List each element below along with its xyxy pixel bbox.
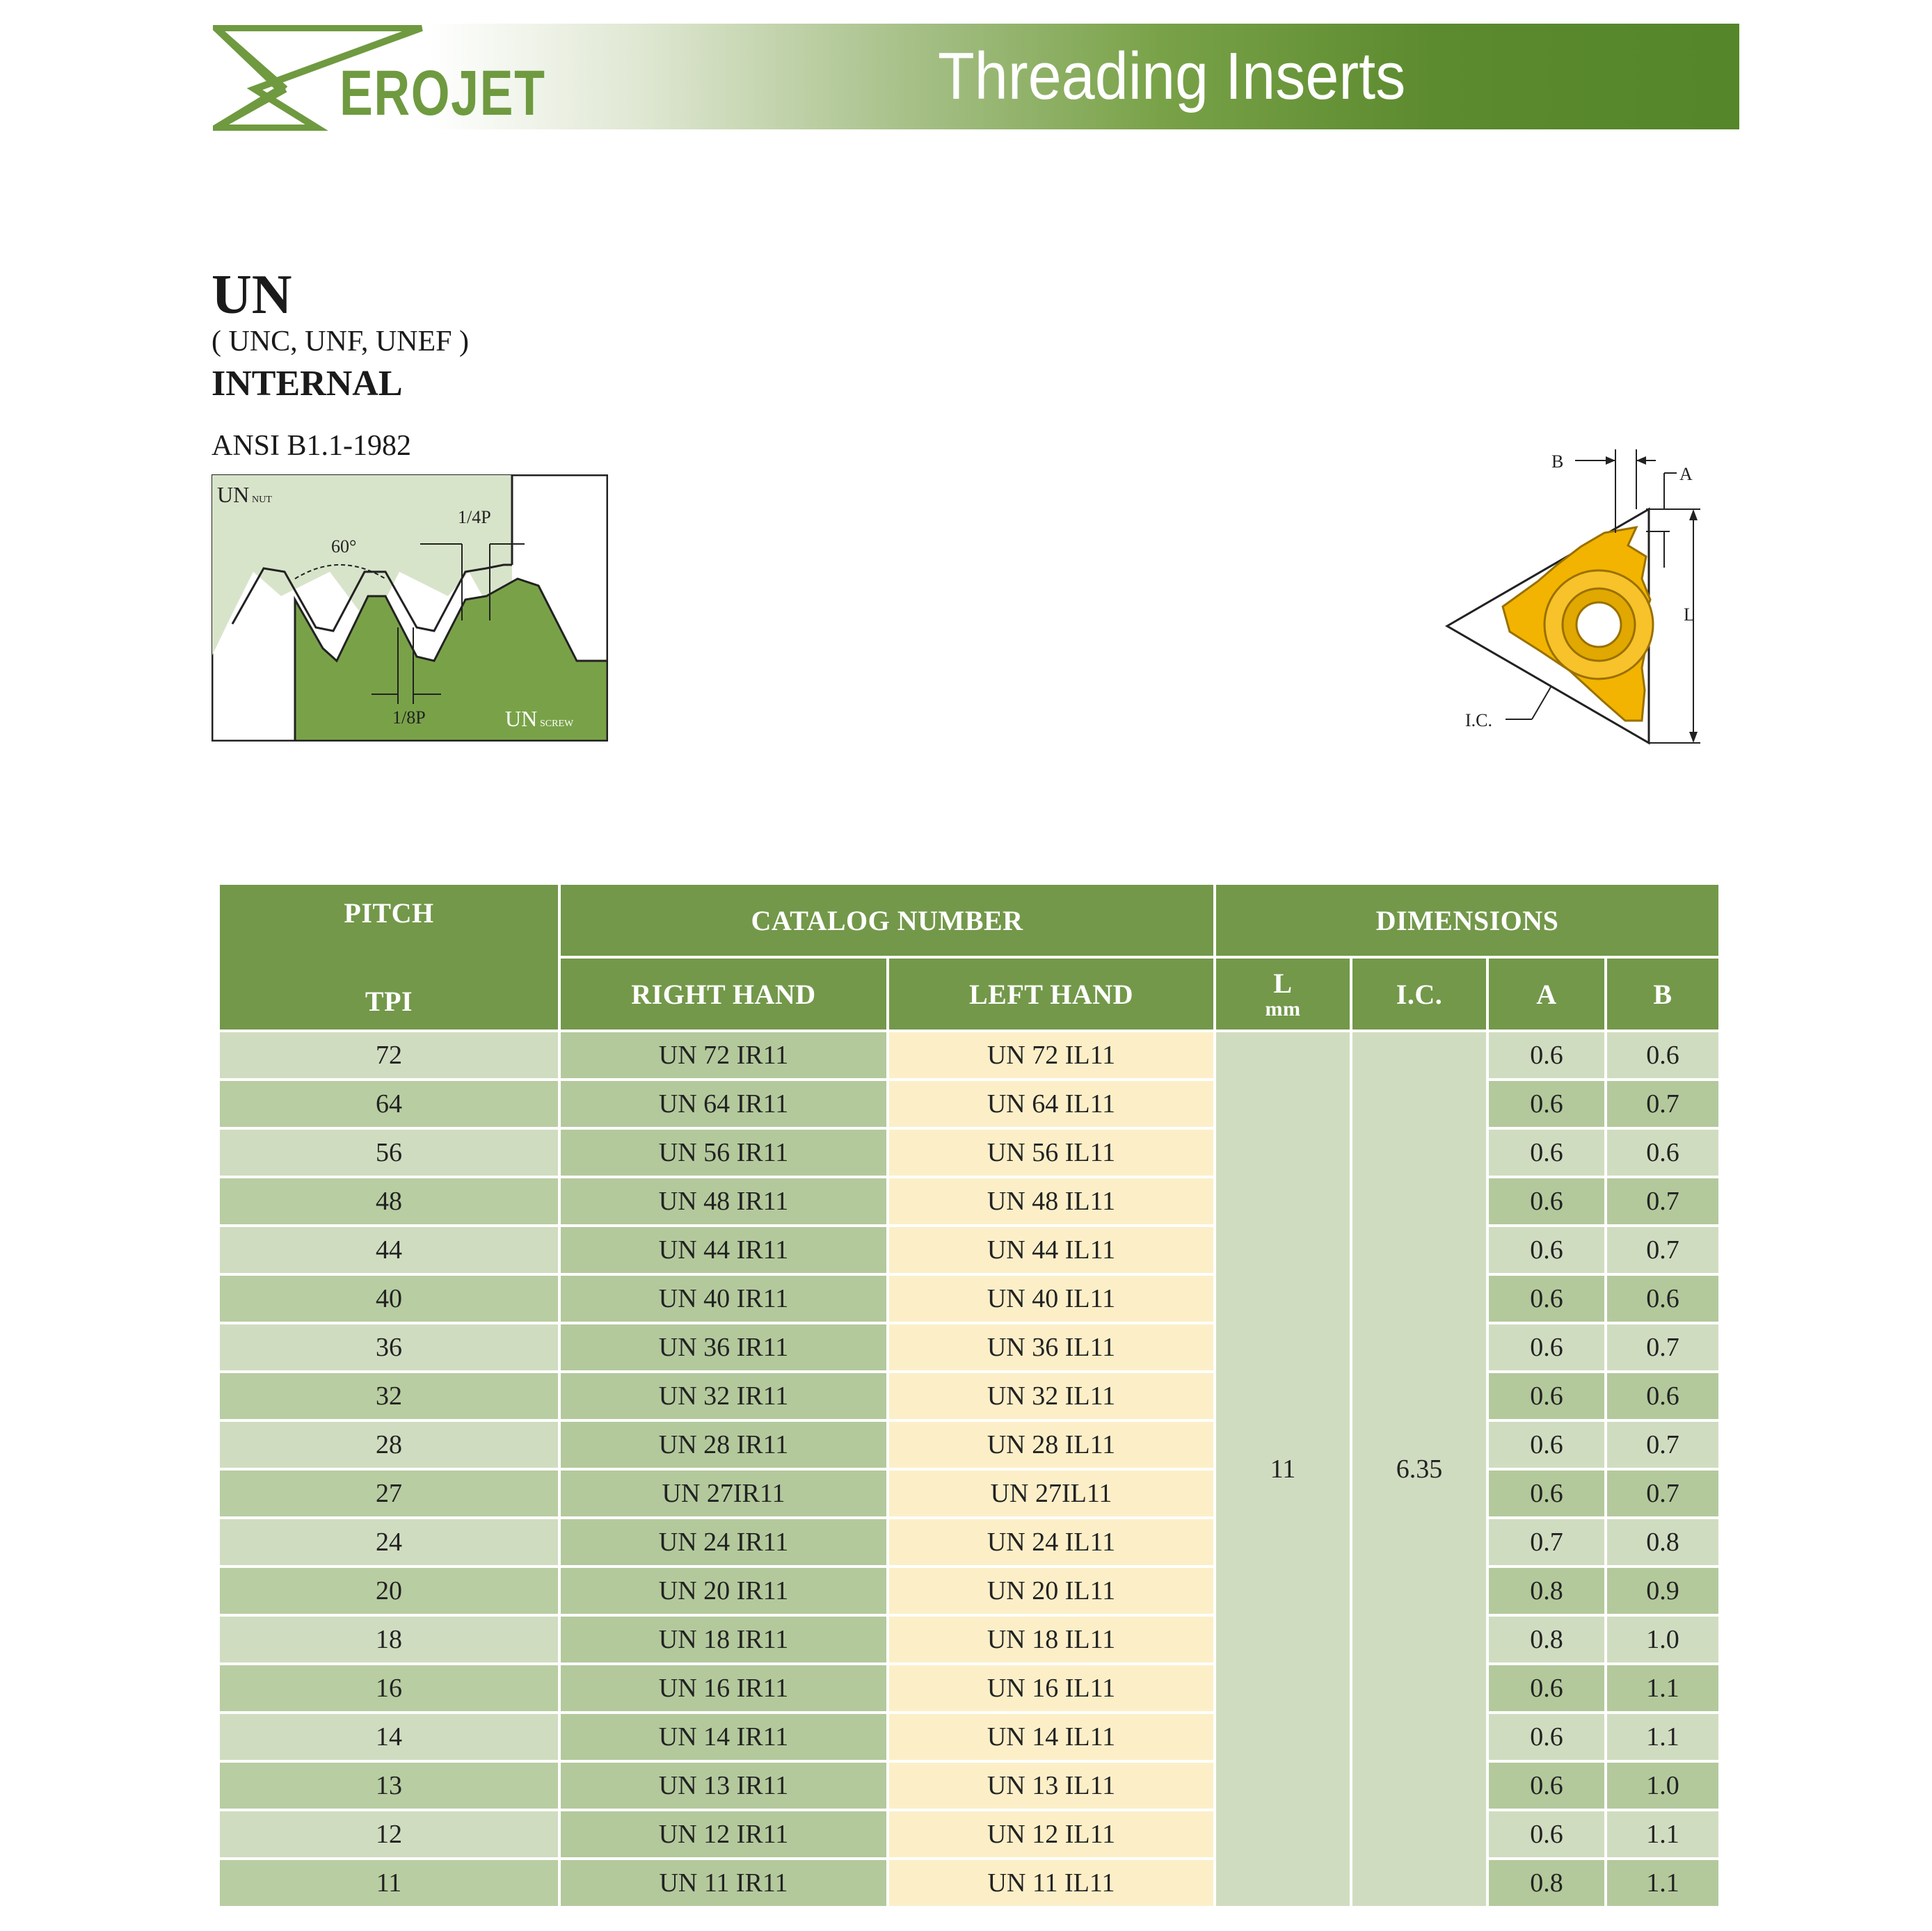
a-cell: 0.6 (1489, 1324, 1604, 1370)
left-hand-cell: UN 48 IL11 (889, 1178, 1213, 1224)
b-cell: 1.1 (1607, 1811, 1718, 1857)
tpi-cell: 12 (220, 1811, 558, 1857)
b-cell: 0.6 (1607, 1032, 1718, 1078)
tpi-cell: 48 (220, 1178, 558, 1224)
tpi-cell: 56 (220, 1130, 558, 1176)
a-cell: 0.6 (1489, 1422, 1604, 1468)
b-cell: 1.0 (1607, 1617, 1718, 1662)
left-hand-cell: UN 13 IL11 (889, 1763, 1213, 1809)
a-cell: 0.6 (1489, 1665, 1604, 1711)
tpi-cell: 44 (220, 1227, 558, 1273)
ic-header: I.C. (1352, 959, 1486, 1029)
table-row (220, 1373, 1718, 1419)
a-cell: 0.6 (1489, 1471, 1604, 1516)
right-hand-cell: UN 28 IR11 (561, 1422, 886, 1468)
right-hand-cell: UN 56 IR11 (561, 1130, 886, 1176)
brand-name: EROJET (340, 58, 546, 129)
a-header: A (1489, 959, 1604, 1029)
a-cell: 0.8 (1489, 1860, 1604, 1906)
b-cell: 1.1 (1607, 1714, 1718, 1760)
right-hand-cell: UN 24 IR11 (561, 1519, 886, 1565)
right-hand-cell: UN 16 IR11 (561, 1665, 886, 1711)
a-cell: 0.6 (1489, 1081, 1604, 1127)
right-hand-cell: UN 11 IR11 (561, 1860, 886, 1906)
tpi-cell: 18 (220, 1617, 558, 1662)
l-header (1216, 959, 1350, 1029)
l-unit-label: mm (1265, 997, 1301, 1020)
a-cell: 0.6 (1489, 1130, 1604, 1176)
b-cell: 0.7 (1607, 1227, 1718, 1273)
right-hand-header: RIGHT HAND (561, 959, 886, 1029)
table-row (220, 1471, 1718, 1516)
table-row (220, 1665, 1718, 1711)
table-row (220, 1276, 1718, 1322)
tpi-header-label: TPI (365, 986, 413, 1017)
left-hand-cell: UN 20 IL11 (889, 1568, 1213, 1614)
insert-b-label: B (1551, 451, 1564, 472)
tpi-cell: 64 (220, 1081, 558, 1127)
tpi-cell: 72 (220, 1032, 558, 1078)
b-cell: 1.0 (1607, 1763, 1718, 1809)
screw-label: UN (505, 706, 538, 731)
bottom-dim-label: 1/8P (392, 707, 426, 728)
table-row (220, 1714, 1718, 1760)
table-row (220, 1081, 1718, 1127)
left-hand-header: LEFT HAND (889, 959, 1213, 1029)
left-hand-cell: UN 64 IL11 (889, 1081, 1213, 1127)
table-row (220, 1811, 1718, 1857)
a-cell: 0.6 (1489, 1811, 1604, 1857)
right-hand-cell: UN 20 IR11 (561, 1568, 886, 1614)
tpi-cell: 40 (220, 1276, 558, 1322)
b-cell: 1.1 (1607, 1665, 1718, 1711)
table-row (220, 1617, 1718, 1662)
left-hand-cell: UN 12 IL11 (889, 1811, 1213, 1857)
left-hand-cell: UN 72 IL11 (889, 1032, 1213, 1078)
left-hand-cell: UN 56 IL11 (889, 1130, 1213, 1176)
a-cell: 0.8 (1489, 1617, 1604, 1662)
section-standard: ANSI B1.1-1982 (211, 430, 412, 462)
right-hand-cell: UN 13 IR11 (561, 1763, 886, 1809)
left-hand-cell: UN 28 IL11 (889, 1422, 1213, 1468)
a-cell: 0.6 (1489, 1178, 1604, 1224)
tpi-cell: 20 (220, 1568, 558, 1614)
b-cell: 0.9 (1607, 1568, 1718, 1614)
right-hand-cell: UN 12 IR11 (561, 1811, 886, 1857)
a-cell: 0.6 (1489, 1714, 1604, 1760)
left-hand-cell: UN 24 IL11 (889, 1519, 1213, 1565)
ic-cell: 6.35 (1352, 1032, 1486, 1906)
tpi-cell: 14 (220, 1714, 558, 1760)
b-cell: 0.6 (1607, 1130, 1718, 1176)
b-cell: 0.7 (1607, 1324, 1718, 1370)
table-row (220, 1227, 1718, 1273)
pitch-header-label: PITCH (344, 897, 434, 929)
right-hand-cell: UN 36 IR11 (561, 1324, 886, 1370)
a-cell: 0.6 (1489, 1276, 1604, 1322)
right-hand-cell: UN 64 IR11 (561, 1081, 886, 1127)
nut-sub-label: NUT (252, 495, 272, 505)
tpi-cell: 27 (220, 1471, 558, 1516)
right-hand-cell: UN 32 IR11 (561, 1373, 886, 1419)
a-cell: 0.8 (1489, 1568, 1604, 1614)
insert-diagram (1433, 442, 1725, 748)
table-row (220, 1860, 1718, 1906)
table-row (220, 1519, 1718, 1565)
table-row (220, 1763, 1718, 1809)
table-body (220, 1032, 1718, 1906)
catalog-header: CATALOG NUMBER (561, 885, 1213, 956)
spec-table (217, 882, 1721, 1909)
tpi-cell: 16 (220, 1665, 558, 1711)
insert-l-label: L (1684, 604, 1695, 625)
b-cell: 0.7 (1607, 1471, 1718, 1516)
l-cell: 11 (1216, 1032, 1350, 1906)
tpi-cell: 24 (220, 1519, 558, 1565)
section-type: INTERNAL (211, 364, 403, 403)
b-cell: 1.1 (1607, 1860, 1718, 1906)
dimensions-header: DIMENSIONS (1216, 885, 1718, 956)
left-hand-cell: UN 27IL11 (889, 1471, 1213, 1516)
page-title: Threading Inserts (938, 39, 1406, 113)
b-cell: 0.6 (1607, 1276, 1718, 1322)
a-cell: 0.6 (1489, 1763, 1604, 1809)
left-hand-cell: UN 40 IL11 (889, 1276, 1213, 1322)
left-hand-cell: UN 11 IL11 (889, 1860, 1213, 1906)
left-hand-cell: UN 14 IL11 (889, 1714, 1213, 1760)
a-cell: 0.6 (1489, 1227, 1604, 1273)
table-row (220, 1032, 1718, 1078)
left-hand-cell: UN 16 IL11 (889, 1665, 1213, 1711)
tpi-cell: 28 (220, 1422, 558, 1468)
left-hand-cell: UN 32 IL11 (889, 1373, 1213, 1419)
tpi-cell: 11 (220, 1860, 558, 1906)
table-row (220, 1130, 1718, 1176)
right-hand-cell: UN 14 IR11 (561, 1714, 886, 1760)
pitch-header (220, 885, 558, 1029)
right-hand-cell: UN 27IR11 (561, 1471, 886, 1516)
tpi-cell: 13 (220, 1763, 558, 1809)
thread-profile-diagram (211, 474, 608, 742)
table-row (220, 1324, 1718, 1370)
a-cell: 0.7 (1489, 1519, 1604, 1565)
table-row (220, 1422, 1718, 1468)
b-header: B (1607, 959, 1718, 1029)
right-hand-cell: UN 48 IR11 (561, 1178, 886, 1224)
right-hand-cell: UN 72 IR11 (561, 1032, 886, 1078)
a-cell: 0.6 (1489, 1032, 1604, 1078)
tpi-cell: 32 (220, 1373, 558, 1419)
b-cell: 0.7 (1607, 1081, 1718, 1127)
right-hand-cell: UN 44 IR11 (561, 1227, 886, 1273)
section-title: UN (211, 264, 292, 326)
insert-a-label: A (1679, 464, 1693, 484)
insert-ic-label: I.C. (1465, 710, 1492, 730)
nut-label: UN (217, 482, 250, 507)
section-subtitle: ( UNC, UNF, UNEF ) (211, 326, 469, 358)
top-dim-label: 1/4P (458, 507, 491, 527)
left-hand-cell: UN 36 IL11 (889, 1324, 1213, 1370)
screw-sub-label: SCREW (540, 719, 574, 729)
table-row (220, 1178, 1718, 1224)
a-cell: 0.6 (1489, 1373, 1604, 1419)
left-hand-cell: UN 18 IL11 (889, 1617, 1213, 1662)
table-row (220, 1568, 1718, 1614)
angle-label: 60° (331, 536, 357, 556)
right-hand-cell: UN 18 IR11 (561, 1617, 886, 1662)
b-cell: 0.7 (1607, 1422, 1718, 1468)
tpi-cell: 36 (220, 1324, 558, 1370)
right-hand-cell: UN 40 IR11 (561, 1276, 886, 1322)
left-hand-cell: UN 44 IL11 (889, 1227, 1213, 1273)
b-cell: 0.7 (1607, 1178, 1718, 1224)
b-cell: 0.8 (1607, 1519, 1718, 1565)
b-cell: 0.6 (1607, 1373, 1718, 1419)
l-header-label: L (1273, 968, 1293, 999)
